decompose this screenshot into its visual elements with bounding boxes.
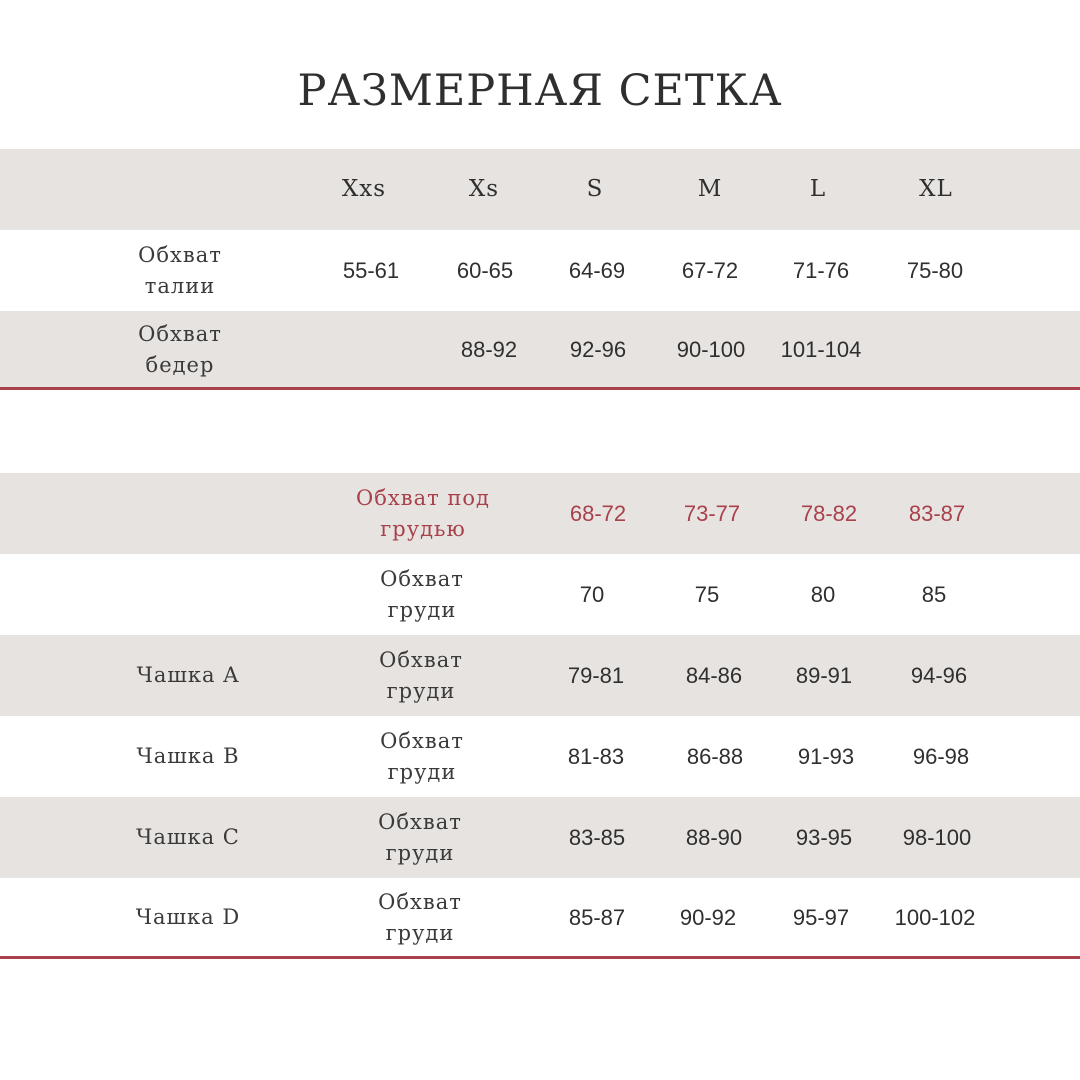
- hips-value-m: 90-100: [676, 337, 746, 362]
- underbust-row: [0, 473, 1080, 554]
- cup-a-label: Обхват груди: [379, 647, 463, 703]
- cup-d-value-1: 85-87: [568, 905, 626, 930]
- hips-row: [0, 311, 1080, 388]
- cup-b-row: [0, 716, 1080, 797]
- page-title: РАЗМЕРНАЯ СЕТКА: [297, 66, 783, 116]
- underbust-value-1: 68-72: [569, 501, 627, 526]
- waist-value-xxs: 55-61: [342, 258, 400, 283]
- size-header-s: S: [586, 176, 604, 202]
- cup-a-value-4: 94-96: [910, 663, 968, 688]
- underbust-value-2: 73-77: [683, 501, 741, 526]
- bust-value-2: 75: [694, 582, 720, 607]
- cup-a-name: Чашка A: [136, 663, 240, 687]
- cup-d-row: [0, 878, 1080, 957]
- waist-value-m: 67-72: [681, 258, 739, 283]
- cup-c-value-4: 98-100: [902, 825, 972, 850]
- waist-value-xl: 75-80: [906, 258, 964, 283]
- waist-row: [0, 230, 1080, 311]
- underbust-value-3: 78-82: [800, 501, 858, 526]
- cup-c-row: [0, 797, 1080, 878]
- cup-b-value-1: 81-83: [567, 744, 625, 769]
- cup-c-value-2: 88-90: [685, 825, 743, 850]
- hips-label: Обхват бедер: [138, 321, 222, 377]
- cup-d-name: Чашка D: [135, 905, 241, 929]
- underbust-label: Обхват под грудью: [356, 485, 490, 541]
- bust-label: Обхват груди: [380, 566, 464, 622]
- cup-b-value-3: 91-93: [797, 744, 855, 769]
- cup-d-label: Обхват груди: [378, 889, 462, 945]
- bust-value-4: 85: [921, 582, 947, 607]
- cup-d-value-2: 90-92: [679, 905, 737, 930]
- bust-value-1: 70: [579, 582, 605, 607]
- cup-b-value-4: 96-98: [912, 744, 970, 769]
- waist-value-l: 71-76: [792, 258, 850, 283]
- hips-value-xs: 88-92: [460, 337, 518, 362]
- bust-value-3: 80: [810, 582, 836, 607]
- waist-value-s: 64-69: [568, 258, 626, 283]
- size-header-xl: XL: [919, 176, 953, 202]
- section-divider-1: [0, 387, 1080, 390]
- size-header-row: [0, 149, 1080, 230]
- cup-d-value-3: 95-97: [792, 905, 850, 930]
- hips-value-s: 92-96: [569, 337, 627, 362]
- section-divider-2: [0, 956, 1080, 959]
- hips-value-l: 101-104: [780, 337, 862, 362]
- bust-row: [0, 554, 1080, 635]
- cup-b-value-2: 86-88: [686, 744, 744, 769]
- cup-a-value-2: 84-86: [685, 663, 743, 688]
- cup-a-value-1: 79-81: [567, 663, 625, 688]
- cup-b-name: Чашка B: [136, 744, 240, 768]
- cup-d-value-4: 100-102: [894, 905, 976, 930]
- cup-c-value-3: 93-95: [795, 825, 853, 850]
- size-header-l: L: [809, 176, 827, 202]
- underbust-value-4: 83-87: [908, 501, 966, 526]
- cup-a-value-3: 89-91: [795, 663, 853, 688]
- waist-value-xs: 60-65: [456, 258, 514, 283]
- cup-b-label: Обхват груди: [380, 728, 464, 784]
- cup-c-value-1: 83-85: [568, 825, 626, 850]
- cup-a-row: [0, 635, 1080, 716]
- cup-c-label: Обхват груди: [378, 809, 462, 865]
- waist-label: Обхват талии: [138, 242, 222, 298]
- size-header-xs: Xs: [468, 176, 500, 202]
- cup-c-name: Чашка C: [136, 825, 240, 849]
- size-header-xxs: Xxs: [341, 176, 387, 202]
- size-header-m: M: [697, 176, 723, 202]
